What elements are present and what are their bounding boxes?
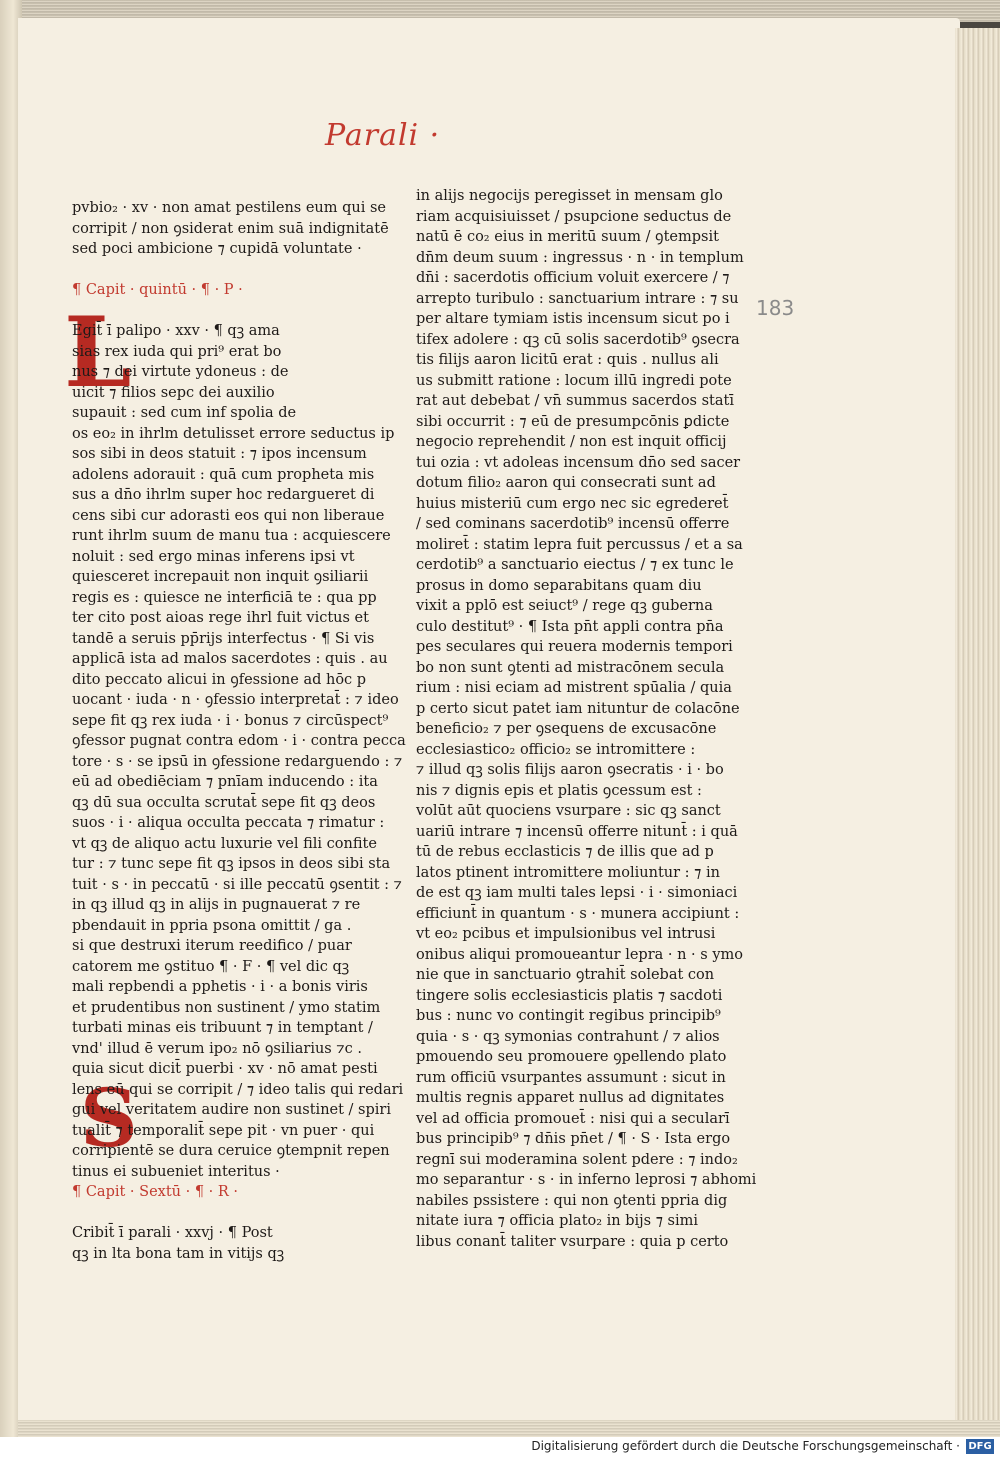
text-line: et prudentibus non sustinent / ymo statim <box>72 999 381 1016</box>
text-line: gui vel veritatem audire non sustinet / spiri <box>72 1102 391 1118</box>
text-line: vnd' illud ē verum ipo₂ nō ꝯsiliarius ⁊c . <box>72 1040 362 1057</box>
text-line: corripientē se dura ceruice ꝯtempnit repen <box>72 1143 390 1159</box>
text-line: quia · s · qꝫ symonias contrahunt / ⁊ alios <box>416 1028 720 1045</box>
text-line: nie que in sanctuario ꝯtrahit̄ solebat con <box>416 967 715 983</box>
text-line: onibus aliqui promoueantur lepra · n · s ymo <box>416 946 743 963</box>
text-line: tifex adolere : qꝫ cū solis sacerdotib⁹ ꝯsecra <box>416 331 740 348</box>
text-line: tū de rebus ecclasticis ⁊ de illis que ad p <box>416 844 714 860</box>
text-line: cens sibi cur adorasti eos qui non liberaue <box>72 507 385 524</box>
text-line: rat aut debebat / vn̄ summus sacerdos statī <box>416 393 734 409</box>
book-bottom-edge <box>18 1420 1000 1437</box>
text-line: ecclesiastico₂ officio₂ se intromittere : <box>416 741 696 758</box>
text-line <box>72 301 372 322</box>
text-line: pmouendo seu promouere ꝯpellendo plato <box>416 1049 727 1065</box>
folio-number: 183 <box>756 296 795 320</box>
text-line: qꝫ in lta bona tam in vitijs qꝫ <box>72 1245 285 1262</box>
text-line: in qꝫ illud qꝫ in alijs in pugnauerat ⁊ re <box>72 897 361 913</box>
text-line: mo separantur · s · in inferno leprosi ⁊ abhomi <box>416 1172 757 1188</box>
text-line: in alijs negocijs peregisset in mensam glo <box>416 188 723 204</box>
text-line: ¶ Capit · quintū · ¶ · P · <box>72 282 243 298</box>
text-line: tui ozia : vt adoleas incensum dn̄o sed sacer <box>416 454 741 471</box>
text-line: riam acquisiuisset / psupcione seductus de <box>416 208 732 225</box>
text-line: huius misteriū cum ergo nec sic egrederet̄ <box>416 495 729 512</box>
text-line: tis filijs aaron licitū erat : quis . nullus ali <box>416 352 719 368</box>
text-line: volūt aūt quociens vsurpare : sic qꝫ sanct <box>416 803 721 819</box>
text-line: si que destruxi iterum reedifico / puar <box>72 938 352 954</box>
text-line: ¶ Capit · Sextū · ¶ · R · <box>72 1184 239 1200</box>
text-line: beneficio₂ ⁊ per ꝯsequens de excusacōne <box>416 721 717 737</box>
text-line: vixit a pplō est seiuct⁹ / rege qꝫ guberna <box>416 598 713 614</box>
text-line: negocio reprehendit / non est inquit officij <box>416 434 727 450</box>
text-line: dotum filio₂ aaron qui consecrati sunt ad <box>416 475 716 491</box>
text-line: natū ē co₂ eius in meritū suum / ꝯtempsit <box>416 229 719 245</box>
text-line: nus ⁊ dei virtute ydoneus : de <box>72 364 289 380</box>
text-line: culo destitut⁹ · ¶ Ista pn̄t appli contra pn̄a <box>416 618 724 635</box>
text-line <box>72 260 372 281</box>
dfg-logo-icon: DFG <box>966 1439 994 1454</box>
text-line: rum officiū vsurpantes assumunt : sicut in <box>416 1069 726 1086</box>
text-line: adolens adorauit : quā cum propheta mis <box>72 466 375 483</box>
text-line: regis es : quiesce ne interficiā te : qua pp <box>72 589 377 606</box>
text-line: corripit / non ꝯsiderat enim suā indignitatē <box>72 220 389 237</box>
text-line: efficiunt̄ in quantum · s · munera accipiunt : <box>416 905 740 922</box>
text-line: os eo₂ in ihrlm detulisset errore seductus ip <box>72 425 395 442</box>
text-line: bus : nunc vo contingit regibus principib⁹ <box>416 1008 721 1024</box>
text-line: quiesceret increpauit non inquit ꝯsiliarii <box>72 569 369 585</box>
text-line: supauit : sed cum inf spolia de <box>72 405 297 421</box>
text-line <box>72 1203 372 1224</box>
text-line: sed poci ambicione ⁊ cupidā voluntate · <box>72 241 362 257</box>
initial-letter-L: L <box>64 296 132 409</box>
text-line: uariū intrare ⁊ incensū offerre nitunt̄ : i quā <box>416 823 738 840</box>
text-line: ꝯfessor pugnat contra edom · i · contra pecca <box>72 733 406 749</box>
text-line: dn̄m deum suum : ingressus · n · in templum <box>416 249 744 266</box>
footer-bar <box>0 1437 1000 1457</box>
text-line: tinus ei subueniet interitus · <box>72 1163 280 1180</box>
text-line: ter cito post aioas rege ihrl fuit victus et <box>72 610 369 626</box>
initial-letter-S: S <box>80 1071 138 1165</box>
text-line: sibi occurrit : ⁊ eū de presumpcōnis ꝑdicte <box>416 413 730 430</box>
text-line: tur : ⁊ tunc sepe fit qꝫ ipsos in deos sibi sta <box>72 856 391 872</box>
text-line: catorem me ꝯstituo ¶ · F · ¶ vel dic qꝫ <box>72 958 350 975</box>
text-line: latos ptinent intromittere moliuntur : ⁊ in <box>416 864 720 881</box>
text-line: mali repbendi a pphetis · i · a bonis viris <box>72 979 368 995</box>
funding-credit: Digitalisierung gefördert durch die Deutsche Forschungsgemeinschaft · <box>531 1439 960 1453</box>
text-line: sepe fit qꝫ rex iuda · i · bonus ⁊ circūspect⁹ <box>72 712 389 729</box>
text-line: vt eo₂ pcibus et impulsionibus vel intrusi <box>416 926 716 942</box>
text-line: uicit ⁊ filios sepc dei auxilio <box>72 384 275 401</box>
text-line: qꝫ dū sua occulta scrutat̄ sepe fit qꝫ deos <box>72 794 376 811</box>
text-line: vel ad officia promouet̄ : nisi qui a secularī <box>416 1110 730 1127</box>
text-line: lens eū qui se corripit / ⁊ ideo talis qui redari <box>72 1081 404 1098</box>
text-line: sias rex iuda qui pri⁹ erat bo <box>72 343 282 360</box>
text-line: nis ⁊ dignis epis et platis ꝯcessum est : <box>416 782 702 799</box>
text-line: arrepto turibulo : sanctuarium intrare : ⁊ su <box>416 290 739 307</box>
text-line: p certo sicut patet iam nituntur de colacōne <box>416 700 740 717</box>
text-line: cerdotib⁹ a sanctuario eiectus / ⁊ ex tunc le <box>416 557 734 573</box>
text-line: nitate iura ⁊ officia plato₂ in bijs ⁊ simi <box>416 1213 698 1229</box>
text-line: vt qꝫ de aliquo actu luxurie vel fili confite <box>72 835 377 852</box>
text-line: suos · i · aliqua occulta peccata ⁊ rimatur : <box>72 815 385 831</box>
text-line: applicā ista ad malos sacerdotes : quis . au <box>72 651 388 667</box>
text-line: moliret̄ : statim lepra fuit percussus / et a sa <box>416 536 743 553</box>
text-line: bo non sunt ꝯtenti ad mistracōnem secula <box>416 659 725 676</box>
left-text-column <box>72 198 406 1264</box>
text-line: nabiles pssistere : qui non ꝯtenti ppria dig <box>416 1192 728 1209</box>
right-text-column <box>416 186 757 1252</box>
text-line: prosus in domo separabitans quam diu <box>416 577 702 594</box>
text-line: Cribit̄ ī parali · xxvj · ¶ Post <box>72 1225 273 1241</box>
text-line: / sed cominans sacerdotib⁹ incensū offerre <box>416 516 730 532</box>
text-line: quia sicut dicit̄ puerbi · xv · nō amat pesti <box>72 1061 378 1077</box>
text-line: tualit̄ ⁊ temporalit̄ sepe pit · vn puer · qui <box>72 1122 375 1139</box>
text-line: dito peccato alicui in ꝯfessione ad hōc p <box>72 671 367 688</box>
text-line: tore · s · se ipsū in ꝯfessione redarguendo : ⁊ <box>72 753 403 770</box>
text-line: bus principib⁹ ⁊ dn̄is pn̄et / ¶ · S · Ista ergo <box>416 1131 731 1147</box>
text-line: de est qꝫ iam multi tales lepsi · i · simoniaci <box>416 885 738 901</box>
text-line: ⁊ illud qꝫ solis filijs aaron ꝯsecratis · i · bo <box>416 762 724 778</box>
text-line: us submitt ratione : locum illū ingredi pote <box>416 372 732 389</box>
text-line: eū ad obediēciam ⁊ pnīam inducendo : ita <box>72 774 378 790</box>
text-line: regnī sui moderamina solent pdere : ⁊ indo₂ <box>416 1151 738 1168</box>
text-line: pes seculares qui reuera modernis tempori <box>416 639 733 655</box>
text-line: Egit̄ ī palipo · xxv · ¶ qꝫ ama <box>72 323 280 339</box>
text-line: libus conant̄ taliter vsurpare : quia p certo <box>416 1233 729 1250</box>
text-line: rium : nisi eciam ad mistrent spūalia / quia <box>416 680 732 696</box>
text-line: uocant · iuda · n · ꝯfessio interpretat̄ : ⁊ ideo <box>72 692 399 708</box>
text-line: sos sibi in deos statuit : ⁊ ipos incensum <box>72 446 367 462</box>
text-line: per altare tymiam istis incensum sicut po i <box>416 311 730 327</box>
text-line: tandē a seruis pp̄rijs interfectus · ¶ Si vis <box>72 630 375 647</box>
text-line: runt ihrlm suum de manu tua : acquiescere <box>72 528 391 544</box>
text-line: tingere solis ecclesiasticis platis ⁊ sacdoti <box>416 987 723 1004</box>
running-title: Parali · <box>325 118 441 153</box>
page-stack-edge <box>955 28 1000 1428</box>
text-line: pbendauit in ppria psona omittit / ga . <box>72 917 352 934</box>
text-line: sus a dn̄o ihrlm super hoc redargueret di <box>72 487 375 503</box>
text-line: tuit · s · in peccatū · si ille peccatū ꝯsentit : ⁊ <box>72 876 402 893</box>
text-line: multis regnis apparet nullus ad dignitates <box>416 1090 725 1106</box>
text-line: turbati minas eis tribuunt ⁊ in temptant / <box>72 1020 373 1036</box>
text-line: dn̄i : sacerdotis officium voluit exercere / ⁊ <box>416 270 730 286</box>
text-line: pvbio₂ · xv · non amat pestilens eum qui se <box>72 200 386 216</box>
text-line: noluit : sed ergo minas inferens ipsi vt <box>72 548 355 565</box>
